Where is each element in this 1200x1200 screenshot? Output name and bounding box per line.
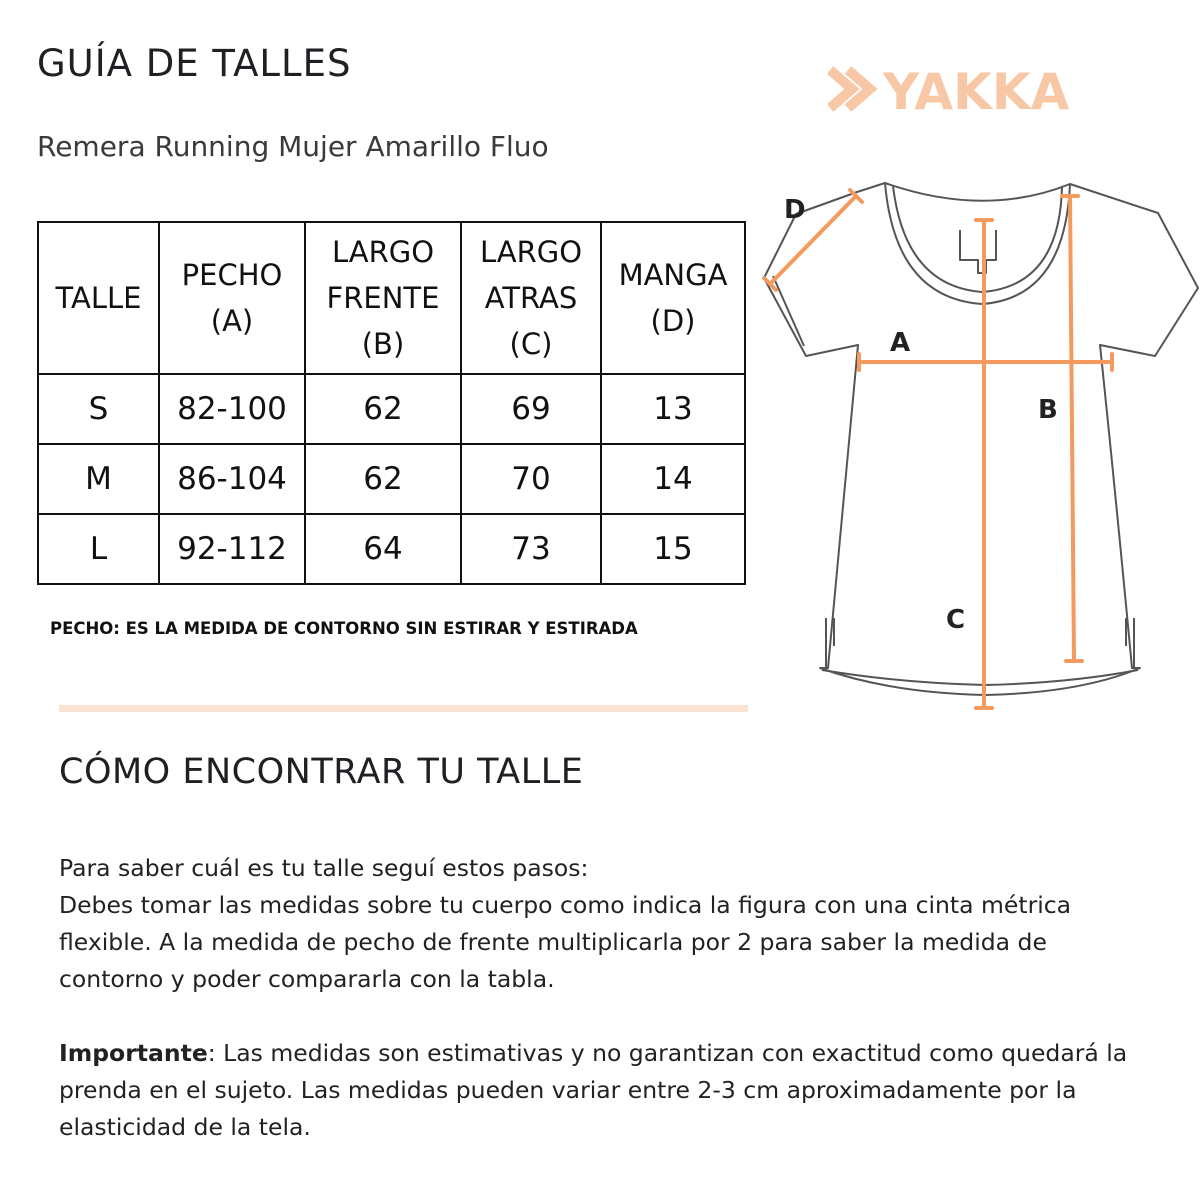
header-pecho: PECHO (A)	[159, 222, 305, 374]
measurement-lines	[764, 190, 1112, 708]
label-a: A	[890, 328, 911, 358]
important-text: : Las medidas son estimativas y no garantizan con exactitud como quedará la prenda en el sujeto. Las medidas pueden variar entre 2-3 cm aproximadamente por la elasticidad de la tela.	[59, 1039, 1128, 1141]
label-d: D	[784, 195, 806, 225]
measure-d-line	[764, 190, 862, 290]
cell-largo-atras: 69	[461, 374, 601, 444]
cell-manga: 15	[601, 514, 745, 584]
cell-pecho: 92-112	[159, 514, 305, 584]
tshirt-diagram	[760, 178, 1200, 718]
cell-talle: M	[38, 444, 159, 514]
cell-largo-atras: 70	[461, 444, 601, 514]
cell-manga: 13	[601, 374, 745, 444]
cell-largo-frente: 62	[305, 374, 461, 444]
cell-talle: S	[38, 374, 159, 444]
section-divider	[59, 705, 748, 712]
page-title: GUÍA DE TALLES	[37, 42, 352, 85]
header-manga: MANGA (D)	[601, 222, 745, 374]
header-largo-atras: LARGO ATRAS (C)	[461, 222, 601, 374]
measure-c-line	[976, 220, 992, 708]
header-talle: TALLE	[38, 222, 159, 374]
table-row	[38, 444, 745, 514]
size-table	[37, 221, 746, 585]
table-header-row	[38, 222, 745, 374]
cell-pecho: 86-104	[159, 444, 305, 514]
important-paragraph	[59, 1035, 1149, 1146]
product-subtitle: Remera Running Mujer Amarillo Fluo	[37, 130, 549, 163]
how-to-title: CÓMO ENCONTRAR TU TALLE	[59, 752, 584, 792]
cell-pecho: 82-100	[159, 374, 305, 444]
important-label: Importante	[59, 1039, 208, 1067]
label-b: B	[1038, 395, 1058, 425]
cell-talle: L	[38, 514, 159, 584]
label-c: C	[946, 605, 966, 635]
cell-largo-frente: 64	[305, 514, 461, 584]
cell-largo-atras: 73	[461, 514, 601, 584]
header-largo-frente: LARGO FRENTE (B)	[305, 222, 461, 374]
chest-note: PECHO: ES LA MEDIDA DE CONTORNO SIN ESTIRAR Y ESTIRADA	[50, 619, 638, 638]
table-row	[38, 374, 745, 444]
how-to-instructions: Debes tomar las medidas sobre tu cuerpo como indica la figura con una cinta métrica flexible. A la medida de pecho de frente multiplicarla por 2 para saber la medida de contorno y poder compararla con la tabla.	[59, 891, 1072, 993]
how-to-body	[59, 850, 1149, 1146]
brand-logo	[828, 62, 1128, 117]
svg-text:YAKKA: YAKKA	[883, 63, 1070, 117]
cell-largo-frente: 62	[305, 444, 461, 514]
cell-manga: 14	[601, 444, 745, 514]
how-to-intro: Para saber cuál es tu talle seguí estos pasos:	[59, 854, 589, 882]
table-row	[38, 514, 745, 584]
measure-b-line	[1062, 196, 1082, 661]
tshirt-outline	[764, 183, 1198, 695]
